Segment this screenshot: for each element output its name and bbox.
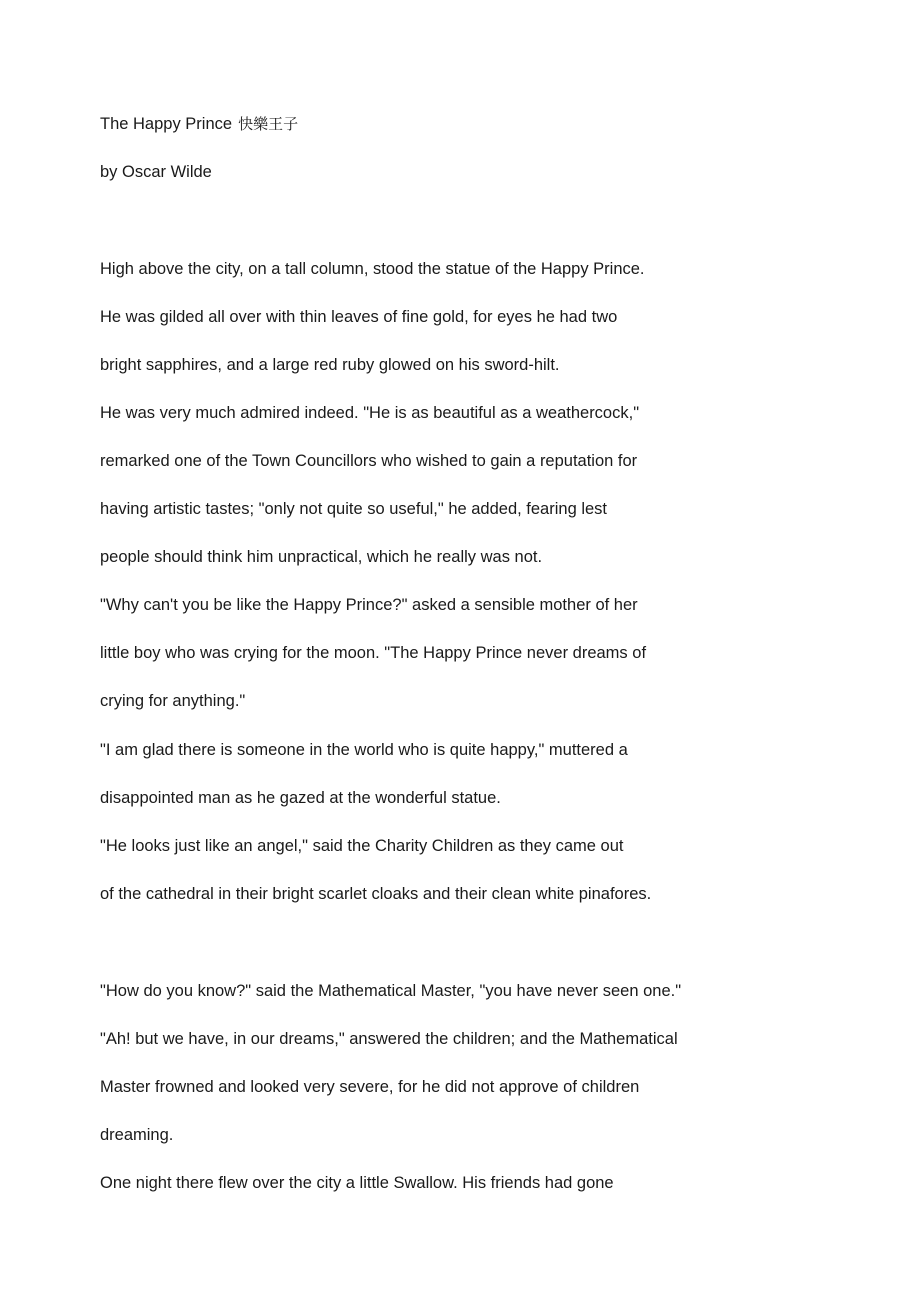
document-author: by Oscar Wilde (100, 163, 212, 181)
text-line: Master frowned and looked very severe, for he did not approve of children (100, 1078, 640, 1096)
text-line: One night there flew over the city a little Swallow. His friends had gone (100, 1174, 614, 1192)
document-title-cjk: 快樂王子 (238, 115, 299, 133)
text-line: High above the city, on a tall column, stood the statue of the Happy Prince. (100, 260, 645, 278)
document-title-line (100, 113, 298, 135)
text-line: little boy who was crying for the moon. "The Happy Prince never dreams of (100, 644, 647, 662)
text-line: disappointed man as he gazed at the wonderful statue. (100, 789, 501, 807)
text-line: people should think him unpractical, which he really was not. (100, 548, 543, 566)
text-line: He was gilded all over with thin leaves of fine gold, for eyes he had two (100, 308, 618, 326)
text-line: crying for anything." (100, 692, 246, 710)
text-line: "How do you know?" said the Mathematical Master, "you have never seen one." (100, 982, 682, 1000)
text-line: "Ah! but we have, in our dreams," answered the children; and the Mathematical (100, 1030, 678, 1048)
text-line: He was very much admired indeed. "He is as beautiful as a weathercock," (100, 404, 640, 422)
text-line: bright sapphires, and a large red ruby glowed on his sword-hilt. (100, 356, 560, 374)
text-line: of the cathedral in their bright scarlet cloaks and their clean white pinafores. (100, 885, 652, 903)
document-title: The Happy Prince (100, 115, 233, 133)
text-line: "Why can't you be like the Happy Prince?" asked a sensible mother of her (100, 596, 638, 614)
text-line: "I am glad there is someone in the world who is quite happy," muttered a (100, 741, 628, 759)
text-line: having artistic tastes; "only not quite so useful," he added, fearing lest (100, 500, 608, 518)
text-line: remarked one of the Town Councillors who wished to gain a reputation for (100, 452, 638, 470)
text-line: dreaming. (100, 1126, 174, 1144)
text-line: "He looks just like an angel," said the Charity Children as they came out (100, 837, 624, 855)
